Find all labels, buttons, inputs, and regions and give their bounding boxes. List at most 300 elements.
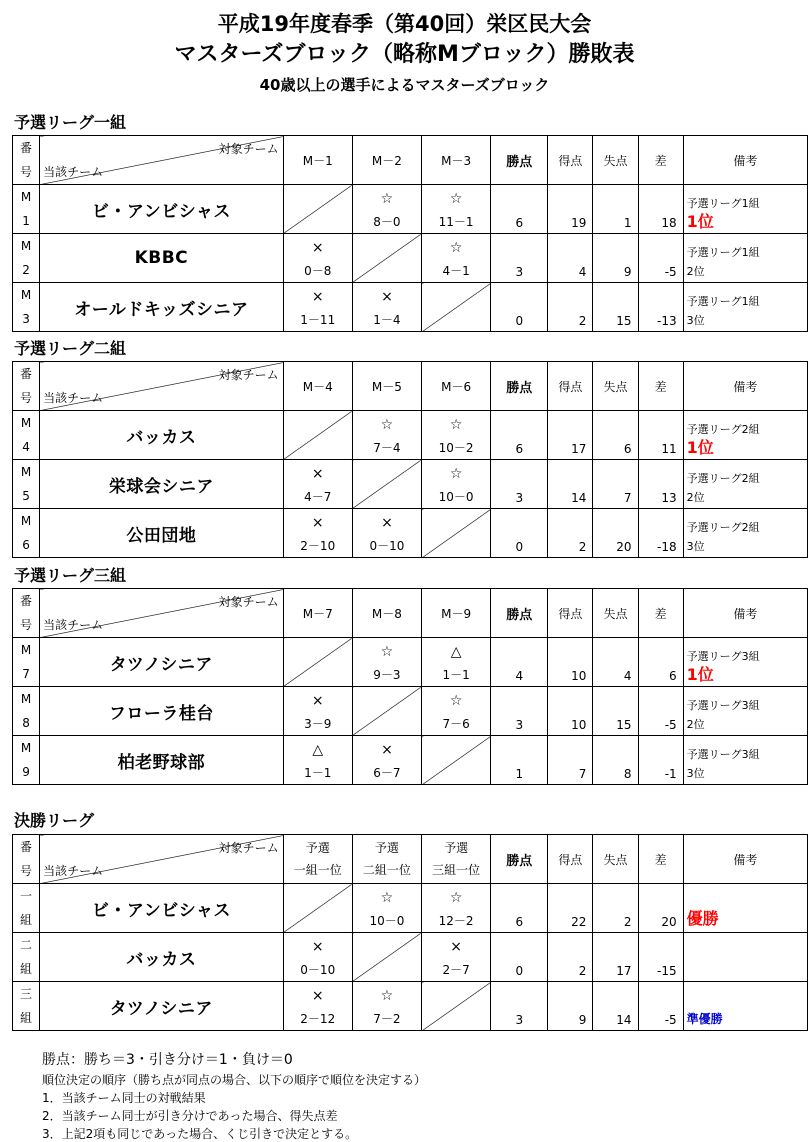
match-result-mark: × xyxy=(381,515,393,531)
match-result-cell xyxy=(352,411,421,460)
match-result-cell xyxy=(283,687,352,736)
table-row xyxy=(13,736,808,785)
section-label: 予選リーグ一組 xyxy=(14,113,127,132)
header-opponent-col xyxy=(422,136,491,185)
points-value: 3 xyxy=(515,491,524,505)
header-lost xyxy=(593,362,638,411)
diff-value: -13 xyxy=(657,314,677,328)
match-score: 8－0 xyxy=(373,215,401,229)
match-result-cell xyxy=(283,283,352,332)
table-row xyxy=(13,185,808,234)
header-scored-label: 得点 xyxy=(558,379,583,394)
lost-cell xyxy=(593,234,638,283)
team-name-cell xyxy=(40,982,284,1031)
match-result-mark: × xyxy=(450,939,462,955)
match-score: 10－0 xyxy=(438,490,474,504)
league-table xyxy=(12,135,808,332)
header-own-team: 当該チーム xyxy=(43,864,104,878)
self-match-cell xyxy=(422,509,491,558)
table-row xyxy=(13,982,808,1031)
header-points-label: 勝点 xyxy=(506,380,533,396)
team-name-cell xyxy=(40,638,284,687)
notes-cell xyxy=(683,185,807,234)
diff-cell xyxy=(638,638,683,687)
points-value: 0 xyxy=(515,314,524,328)
header-opponent-col xyxy=(352,362,421,411)
header-lost xyxy=(593,136,638,185)
match-result-cell xyxy=(422,687,491,736)
header-opponent-label: M－7 xyxy=(302,606,333,621)
row-number xyxy=(13,460,40,509)
lost-value: 4 xyxy=(623,669,632,683)
header-diff xyxy=(638,589,683,638)
row-number-top: M xyxy=(20,643,32,657)
header-notes-label: 備考 xyxy=(733,379,758,394)
team-name-cell xyxy=(40,509,284,558)
diff-value: -5 xyxy=(664,265,677,279)
points-cell xyxy=(491,982,548,1031)
header-opponent-col xyxy=(283,136,352,185)
points-cell xyxy=(491,736,548,785)
team-name-cell xyxy=(40,411,284,460)
match-result-mark: × xyxy=(311,515,324,531)
footer-rule-3: 3．上記2項も同じであった場合、くじ引きで決定とする。 xyxy=(42,1127,358,1141)
points-cell xyxy=(491,687,548,736)
points-value: 3 xyxy=(515,1013,524,1027)
header-diff-label: 差 xyxy=(654,379,667,394)
header-corner xyxy=(40,362,284,411)
lost-cell xyxy=(593,884,638,933)
match-result-cell xyxy=(352,736,421,785)
header-opponent-col xyxy=(352,136,421,185)
points-cell xyxy=(491,933,548,982)
row-number-top: 二 xyxy=(20,938,33,952)
match-result-cell xyxy=(422,411,491,460)
self-match-cell xyxy=(283,638,352,687)
header-opponent-col xyxy=(422,835,491,884)
match-result-mark: △ xyxy=(450,644,462,660)
header-lost-label: 失点 xyxy=(603,379,628,394)
footer-rule-1: 1．当該チーム同士の対戦結果 xyxy=(42,1091,206,1105)
notes-cell xyxy=(683,982,807,1031)
match-score: 3－9 xyxy=(304,717,332,731)
points-value: 0 xyxy=(515,964,524,978)
team-name: タツノシニア xyxy=(109,998,213,1019)
header-scored xyxy=(548,136,593,185)
final-league-table xyxy=(12,834,808,1031)
header-opponent-line2: 二組一位 xyxy=(362,863,411,877)
header-lost xyxy=(593,835,638,884)
scored-value: 7 xyxy=(578,767,587,781)
points-value: 3 xyxy=(515,265,524,279)
points-value: 1 xyxy=(515,767,524,781)
row-number-top: M xyxy=(20,288,32,302)
row-number-top: 三 xyxy=(20,987,33,1001)
header-opponent-line2: 一組一位 xyxy=(293,863,342,877)
header-opponent-line1: 予選 xyxy=(444,841,469,855)
match-result-cell xyxy=(352,982,421,1031)
match-result-cell xyxy=(352,185,421,234)
match-result-cell xyxy=(283,509,352,558)
league-table xyxy=(12,361,808,558)
team-name-cell xyxy=(40,234,284,283)
row-number-top: M xyxy=(20,416,32,430)
table-row xyxy=(13,933,808,982)
header-diff xyxy=(638,835,683,884)
notes-rank: 3位 xyxy=(686,540,705,553)
match-result-cell xyxy=(422,460,491,509)
team-name: フローラ桂台 xyxy=(108,703,214,724)
notes-cell xyxy=(683,411,807,460)
match-result-mark: △ xyxy=(312,742,324,758)
notes-rank: 2位 xyxy=(686,718,705,731)
lost-cell xyxy=(593,283,638,332)
table-row xyxy=(13,884,808,933)
header-notes xyxy=(683,589,807,638)
header-opponent-col xyxy=(422,589,491,638)
header-points xyxy=(491,589,548,638)
points-cell xyxy=(491,460,548,509)
match-result-cell xyxy=(283,234,352,283)
notes-rank: 3位 xyxy=(686,767,705,780)
match-score: 2－10 xyxy=(300,539,336,553)
match-result-mark: ☆ xyxy=(449,466,463,482)
match-result-cell xyxy=(422,638,491,687)
match-score: 7－2 xyxy=(373,1012,401,1026)
match-score: 1－1 xyxy=(442,668,470,682)
row-number-bottom: 5 xyxy=(22,489,30,503)
row-number-top: M xyxy=(20,741,32,755)
table-row xyxy=(13,687,808,736)
match-score: 11－1 xyxy=(438,215,474,229)
row-number-top: M xyxy=(20,514,32,528)
diff-cell xyxy=(638,509,683,558)
header-notes xyxy=(683,835,807,884)
match-score: 9－3 xyxy=(373,668,401,682)
header-notes xyxy=(683,362,807,411)
header-points xyxy=(491,136,548,185)
footer-points-rule: 勝点：勝ち＝3・引き分け＝1・負け＝0 xyxy=(42,1052,293,1068)
diff-cell xyxy=(638,884,683,933)
header-lost-label: 失点 xyxy=(603,852,628,867)
header-target-team: 対象チーム xyxy=(218,841,279,855)
header-own-team: 当該チーム xyxy=(43,618,104,632)
row-number xyxy=(13,687,40,736)
team-name-cell xyxy=(40,185,284,234)
notes-rank: 1位 xyxy=(686,665,714,684)
match-score: 7－6 xyxy=(442,717,470,731)
team-name: 公田団地 xyxy=(126,525,197,546)
header-corner xyxy=(40,136,284,185)
row-number xyxy=(13,884,40,933)
match-result-mark: ☆ xyxy=(449,693,463,709)
row-number-bottom: 9 xyxy=(22,765,30,779)
header-opponent-label: M－3 xyxy=(441,153,472,168)
header-opponent-label: M－5 xyxy=(371,379,402,394)
header-number-top: 番 xyxy=(20,141,33,155)
scored-cell xyxy=(548,638,593,687)
lost-cell xyxy=(593,185,638,234)
lost-value: 9 xyxy=(623,265,632,279)
diff-cell xyxy=(638,234,683,283)
table-header-row xyxy=(13,835,808,884)
self-match-cell xyxy=(422,736,491,785)
match-result-cell xyxy=(422,185,491,234)
lost-value: 15 xyxy=(616,718,632,732)
match-result-cell xyxy=(352,509,421,558)
self-match-cell xyxy=(352,687,421,736)
footer-rule-2: 2．当該チーム同士が引き分けであった場合、得失点差 xyxy=(42,1109,338,1123)
scored-value: 14 xyxy=(571,491,587,505)
table-header-row xyxy=(13,136,808,185)
title-main: 平成19年度春季（第40回）栄区民大会 xyxy=(217,12,592,36)
match-result-mark: ☆ xyxy=(449,417,463,433)
table-header-row xyxy=(13,362,808,411)
lost-cell xyxy=(593,933,638,982)
diff-cell xyxy=(638,736,683,785)
points-value: 3 xyxy=(515,718,524,732)
team-name-cell xyxy=(40,460,284,509)
points-value: 0 xyxy=(515,540,524,554)
team-name: 柏老野球部 xyxy=(117,752,206,773)
team-name: バッカス xyxy=(126,949,197,970)
team-name: 栄球会シニア xyxy=(108,476,214,497)
points-cell xyxy=(491,884,548,933)
header-opponent-col xyxy=(422,362,491,411)
row-number-bottom: 8 xyxy=(22,716,30,730)
notes-league: 予選リーグ2組 xyxy=(686,423,760,436)
header-target-team: 対象チーム xyxy=(218,368,279,382)
diff-value: 18 xyxy=(661,216,677,230)
lost-value: 7 xyxy=(623,491,632,505)
notes-cell xyxy=(683,509,807,558)
header-points-label: 勝点 xyxy=(506,853,533,869)
team-name-cell xyxy=(40,933,284,982)
match-score: 0－10 xyxy=(300,963,336,977)
match-score: 10－0 xyxy=(369,914,405,928)
match-result-mark: ☆ xyxy=(380,644,394,660)
match-result-mark: ☆ xyxy=(449,191,463,207)
diff-value: 6 xyxy=(669,669,677,683)
header-opponent-col xyxy=(283,835,352,884)
header-lost-label: 失点 xyxy=(603,153,628,168)
header-opponent-line1: 予選 xyxy=(305,841,330,855)
header-scored xyxy=(548,589,593,638)
diff-cell xyxy=(638,185,683,234)
header-opponent-col xyxy=(352,589,421,638)
match-result-mark: ☆ xyxy=(380,417,394,433)
row-number-top: M xyxy=(20,465,32,479)
lost-value: 8 xyxy=(623,767,632,781)
match-result-cell xyxy=(422,933,491,982)
self-match-cell xyxy=(352,234,421,283)
notes-cell xyxy=(683,460,807,509)
team-name: ビ・アンビシャス xyxy=(91,900,231,921)
notes-league: 予選リーグ2組 xyxy=(686,521,760,534)
match-score: 10－2 xyxy=(438,441,474,455)
match-result-mark: × xyxy=(311,939,324,955)
lost-cell xyxy=(593,411,638,460)
header-number-bottom: 号 xyxy=(20,618,33,632)
scored-cell xyxy=(548,283,593,332)
diff-value: -1 xyxy=(664,767,677,781)
header-opponent-col xyxy=(352,835,421,884)
header-opponent-label: M－6 xyxy=(441,379,472,394)
header-number xyxy=(13,589,40,638)
header-points-label: 勝点 xyxy=(506,154,533,170)
scored-cell xyxy=(548,884,593,933)
match-result-cell xyxy=(352,638,421,687)
header-number xyxy=(13,835,40,884)
match-score: 6－7 xyxy=(373,766,401,780)
match-result-mark: × xyxy=(381,742,393,758)
points-cell xyxy=(491,638,548,687)
row-number xyxy=(13,982,40,1031)
header-corner xyxy=(40,589,284,638)
row-number-top: 一 xyxy=(20,889,33,903)
section-label: 予選リーグ三組 xyxy=(14,566,127,585)
lost-value: 6 xyxy=(623,442,632,456)
match-result-mark: ☆ xyxy=(380,988,394,1004)
match-result-cell xyxy=(422,884,491,933)
header-scored xyxy=(548,362,593,411)
header-opponent-line2: 三組一位 xyxy=(432,863,481,877)
notes-rank: 2位 xyxy=(686,491,705,504)
match-result-cell xyxy=(283,982,352,1031)
match-score: 1－1 xyxy=(304,766,332,780)
points-cell xyxy=(491,185,548,234)
header-diff xyxy=(638,136,683,185)
diff-cell xyxy=(638,460,683,509)
header-lost xyxy=(593,589,638,638)
scored-cell xyxy=(548,509,593,558)
team-name-cell xyxy=(40,884,284,933)
lost-value: 2 xyxy=(623,915,632,929)
final-result: 準優勝 xyxy=(686,1012,723,1026)
diff-value: -5 xyxy=(664,718,677,732)
match-result-mark: ☆ xyxy=(380,191,394,207)
team-name: KBBC xyxy=(134,248,189,268)
notes-league: 予選リーグ1組 xyxy=(686,246,760,259)
team-name: タツノシニア xyxy=(109,654,213,675)
match-result-cell xyxy=(352,884,421,933)
diff-value: -18 xyxy=(657,540,677,554)
diff-value: 11 xyxy=(661,442,677,456)
match-result-cell xyxy=(283,460,352,509)
lost-cell xyxy=(593,982,638,1031)
team-name: ビ・アンビシャス xyxy=(91,201,231,222)
row-number xyxy=(13,234,40,283)
table-row xyxy=(13,460,808,509)
scored-value: 4 xyxy=(578,265,587,279)
scored-cell xyxy=(548,687,593,736)
header-own-team: 当該チーム xyxy=(43,391,104,405)
header-number-bottom: 号 xyxy=(20,864,33,878)
self-match-cell xyxy=(352,933,421,982)
lost-cell xyxy=(593,638,638,687)
points-cell xyxy=(491,234,548,283)
notes-cell xyxy=(683,687,807,736)
match-score: 0－8 xyxy=(304,264,332,278)
notes-rank: 3位 xyxy=(686,314,705,327)
header-own-team: 当該チーム xyxy=(43,165,104,179)
row-number xyxy=(13,509,40,558)
header-number xyxy=(13,136,40,185)
scored-value: 9 xyxy=(578,1013,587,1027)
header-scored xyxy=(548,835,593,884)
scored-value: 2 xyxy=(578,540,587,554)
section-label: 予選リーグ二組 xyxy=(14,339,127,358)
diff-cell xyxy=(638,283,683,332)
table-row xyxy=(13,638,808,687)
row-number xyxy=(13,283,40,332)
match-score: 1－11 xyxy=(300,313,336,327)
scored-cell xyxy=(548,982,593,1031)
self-match-cell xyxy=(422,982,491,1031)
header-corner xyxy=(40,835,284,884)
header-diff-label: 差 xyxy=(654,153,667,168)
table-row xyxy=(13,509,808,558)
points-value: 6 xyxy=(515,915,524,929)
scored-cell xyxy=(548,736,593,785)
header-number-bottom: 号 xyxy=(20,391,33,405)
lost-value: 20 xyxy=(616,540,632,554)
row-number-bottom: 組 xyxy=(20,1011,33,1025)
points-cell xyxy=(491,411,548,460)
self-match-cell xyxy=(422,283,491,332)
team-name: オールドキッズシニア xyxy=(74,299,249,320)
notes-cell xyxy=(683,884,807,933)
notes-league: 予選リーグ1組 xyxy=(686,197,760,210)
row-number-bottom: 2 xyxy=(22,263,30,277)
lost-value: 17 xyxy=(616,964,632,978)
scored-cell xyxy=(548,460,593,509)
row-number xyxy=(13,933,40,982)
header-diff-label: 差 xyxy=(654,852,667,867)
header-number-top: 番 xyxy=(20,594,33,608)
row-number-bottom: 組 xyxy=(20,913,33,927)
notes-league: 予選リーグ3組 xyxy=(686,699,760,712)
notes-rank: 2位 xyxy=(686,265,705,278)
diff-cell xyxy=(638,982,683,1031)
scored-cell xyxy=(548,234,593,283)
match-result-cell xyxy=(283,933,352,982)
scored-value: 19 xyxy=(571,216,587,230)
lost-cell xyxy=(593,460,638,509)
match-result-mark: × xyxy=(311,466,324,482)
notes-league: 予選リーグ2組 xyxy=(686,472,760,485)
notes-league: 予選リーグ3組 xyxy=(686,748,760,761)
header-number-top: 番 xyxy=(20,367,33,381)
header-scored-label: 得点 xyxy=(558,153,583,168)
table-header-row xyxy=(13,589,808,638)
points-value: 4 xyxy=(515,669,524,683)
header-number-top: 番 xyxy=(20,840,33,854)
notes-league: 予選リーグ3組 xyxy=(686,650,760,663)
notes-cell xyxy=(683,283,807,332)
match-result-mark: ☆ xyxy=(380,890,394,906)
scored-value: 10 xyxy=(571,669,587,683)
match-result-mark: × xyxy=(311,988,324,1004)
match-score: 0－10 xyxy=(369,539,405,553)
header-target-team: 対象チーム xyxy=(218,595,279,609)
match-score: 12－2 xyxy=(438,914,474,928)
table-row xyxy=(13,234,808,283)
points-value: 6 xyxy=(515,216,524,230)
notes-rank: 1位 xyxy=(686,212,714,231)
header-opponent-col xyxy=(283,362,352,411)
points-value: 6 xyxy=(515,442,524,456)
